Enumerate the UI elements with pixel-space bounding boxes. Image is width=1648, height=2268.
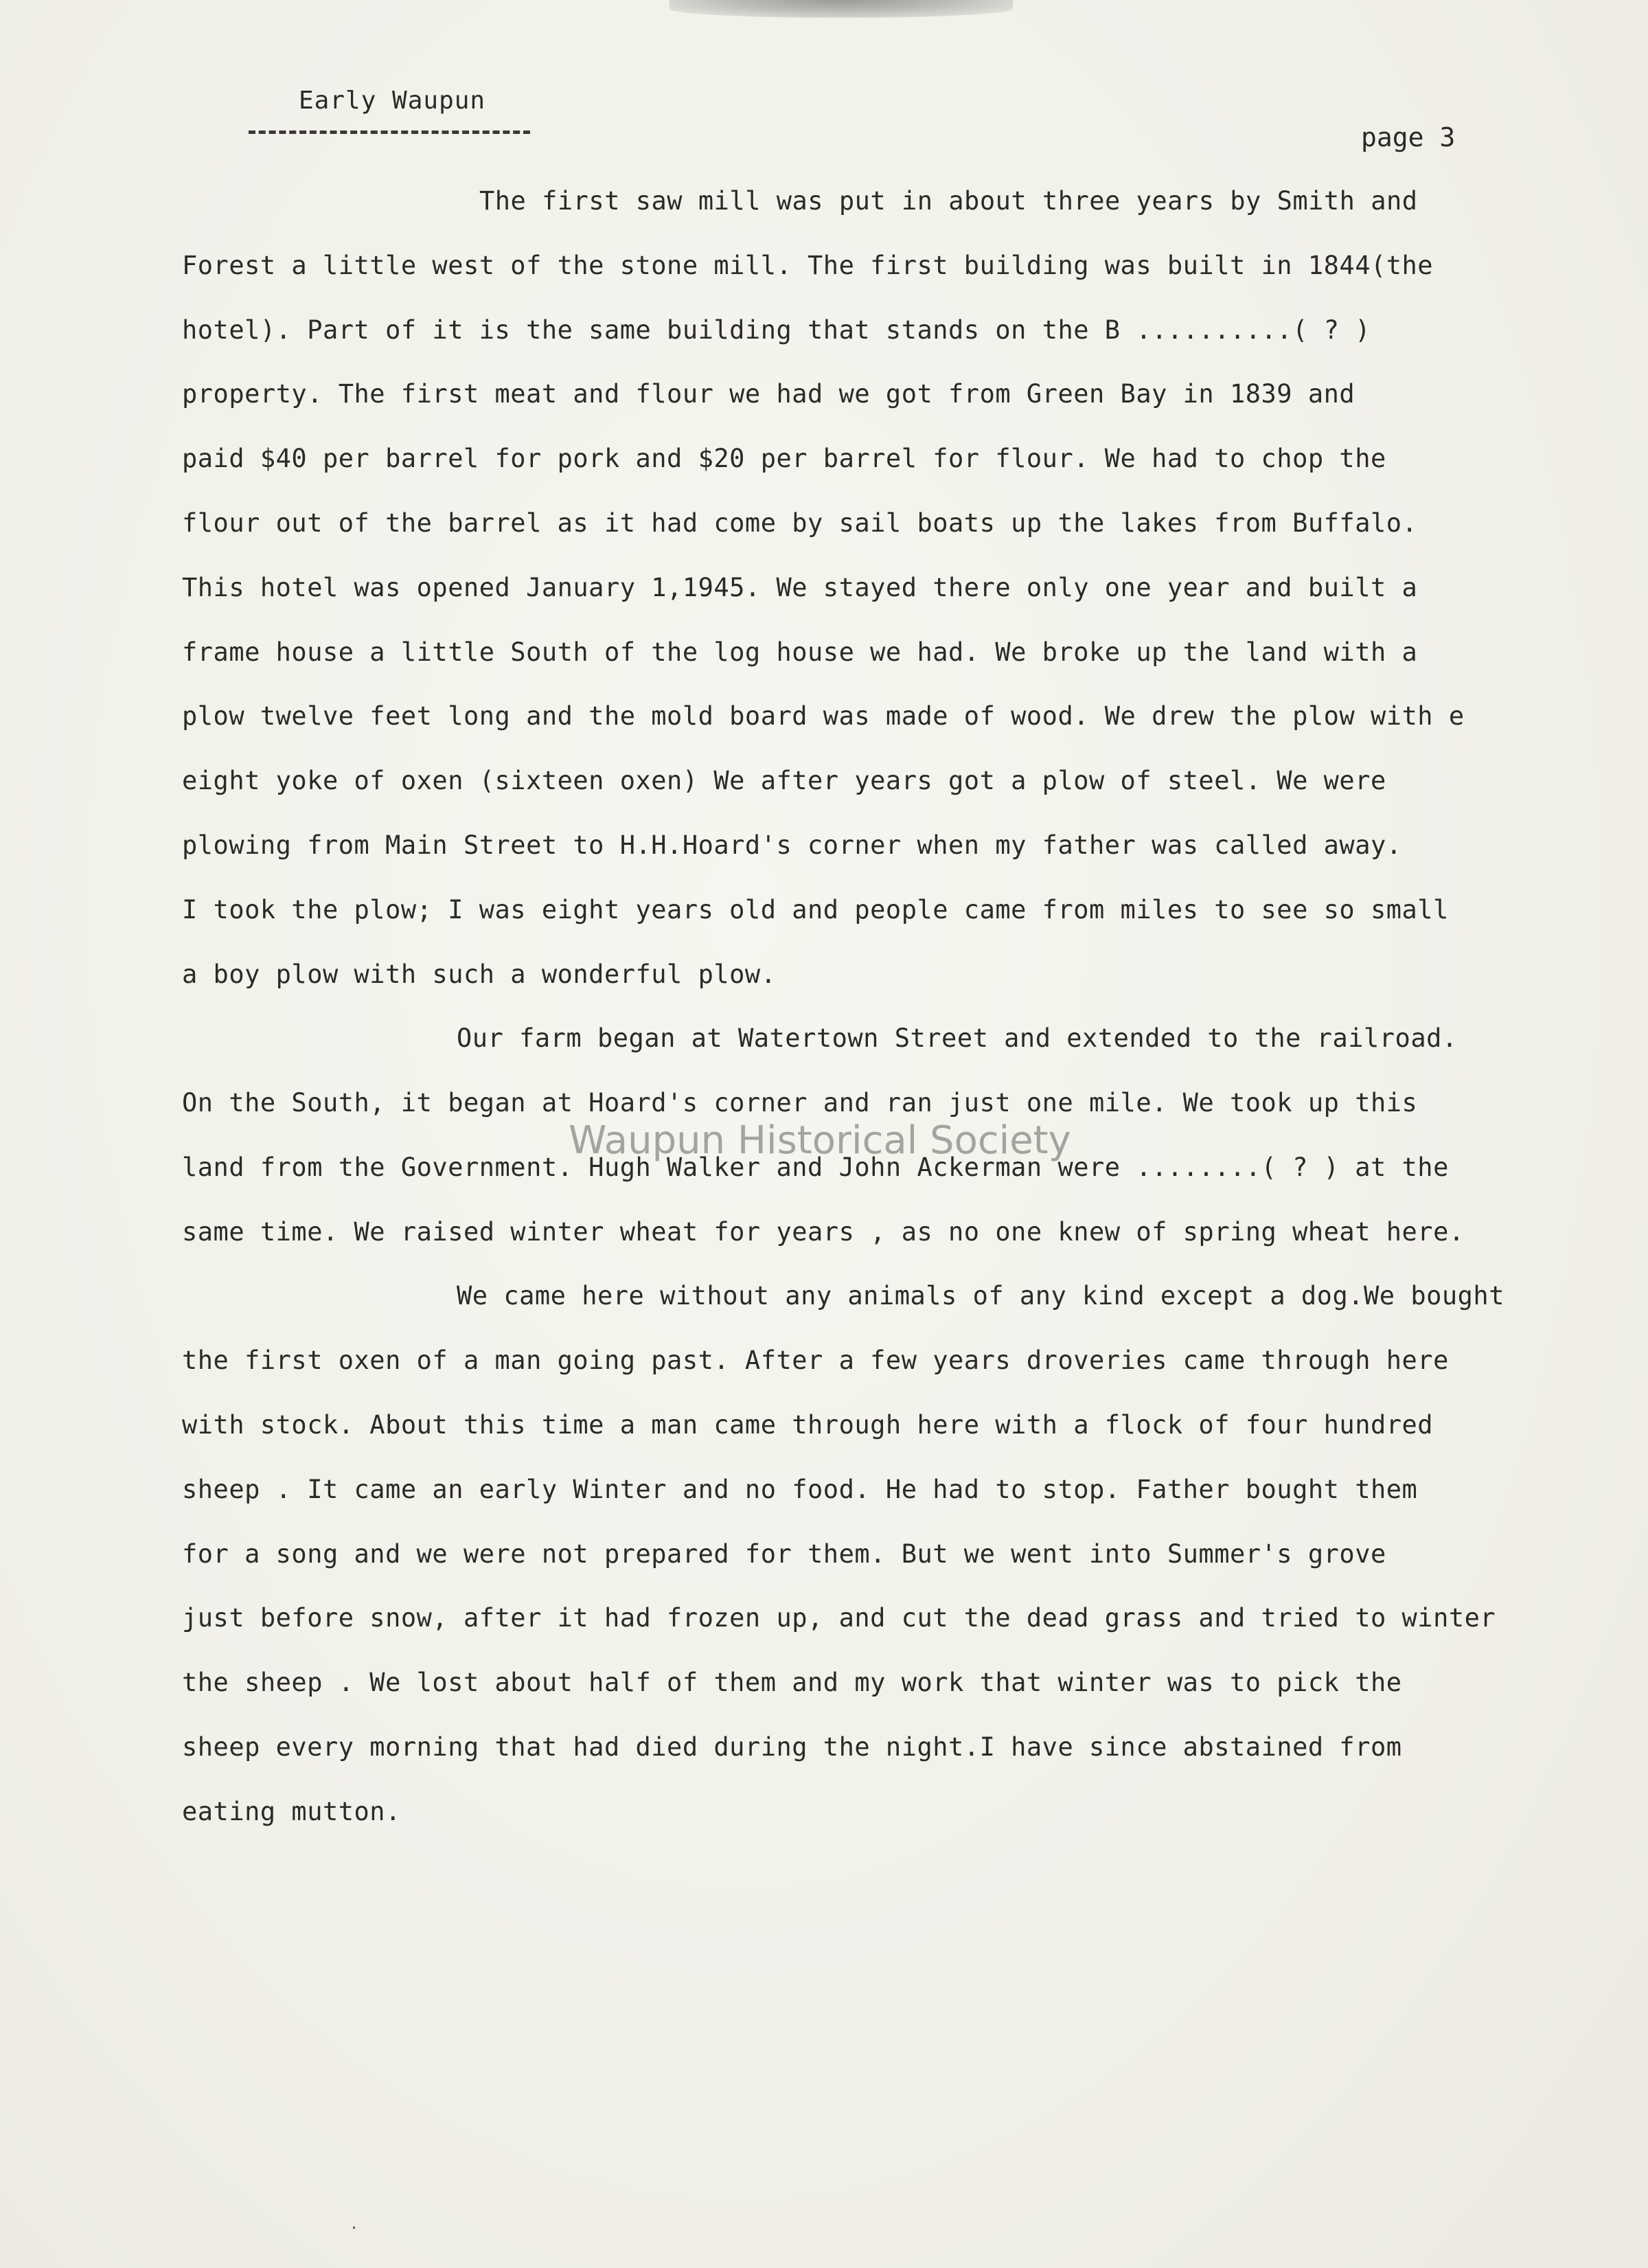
text-line: plow twelve feet long and the mold board was made of wood. We drew the plow with e bbox=[182, 701, 1465, 731]
watermark: Waupun Historical Society bbox=[569, 1118, 1071, 1163]
text-line: same time. We raised winter wheat for years , as no one knew of spring wheat here. bbox=[182, 1217, 1465, 1247]
text-line: land from the Government. Hugh Walker and John Ackerman were ........( ? ) at the bbox=[182, 1153, 1449, 1182]
document-title: Early Waupun bbox=[299, 87, 486, 115]
text-line: Forest a little west of the stone mill. The first building was built in 1844(the bbox=[182, 251, 1434, 280]
text-line: paid $40 per barrel for pork and $20 per barrel for flour. We had to chop the bbox=[182, 444, 1386, 473]
text-line: with stock. About this time a man came through here with a flock of four hundred bbox=[182, 1410, 1434, 1440]
text-line: sheep . It came an early Winter and no food. He had to stop. Father bought them bbox=[182, 1475, 1418, 1504]
text-line: eight yoke of oxen (sixteen oxen) We after years got a plow of steel. We were bbox=[182, 766, 1386, 795]
text-line: Our farm began at Watertown Street and extended to the railroad. bbox=[457, 1023, 1458, 1053]
ink-speck: · bbox=[350, 2220, 359, 2237]
text-line: This hotel was opened January 1,1945. We stayed there only one year and built a bbox=[182, 573, 1418, 602]
text-line: the sheep . We lost about half of them and my work that winter was to pick the bbox=[182, 1668, 1402, 1697]
text-line: property. The first meat and flour we had we got from Green Bay in 1839 and bbox=[182, 379, 1355, 409]
text-line: The first saw mill was put in about three years by Smith and bbox=[479, 186, 1418, 216]
text-line: On the South, it began at Hoard's corner and ran just one mile. We took up this bbox=[182, 1088, 1418, 1118]
text-line: hotel). Part of it is the same building that stands on the B ..........( ? ) bbox=[182, 315, 1371, 345]
text-line: flour out of the barrel as it had come by sail boats up the lakes from Buffalo. bbox=[182, 508, 1418, 538]
text-line: frame house a little South of the log house we had. We broke up the land with a bbox=[182, 637, 1418, 667]
text-line: plowing from Main Street to H.H.Hoard's corner when my father was called away. bbox=[182, 830, 1402, 860]
scan-shadow bbox=[670, 0, 1013, 18]
text-line: sheep every morning that had died during the night.I have since abstained from bbox=[182, 1732, 1402, 1762]
text-line: the first oxen of a man going past. After a few years droveries came through here bbox=[182, 1346, 1449, 1375]
text-line: eating mutton. bbox=[182, 1797, 401, 1826]
text-line: for a song and we were not prepared for them. But we went into Summer's grove bbox=[182, 1539, 1386, 1569]
text-line: just before snow, after it had frozen up, and cut the dead grass and tried to winter bbox=[182, 1603, 1496, 1633]
page-number: page 3 bbox=[1361, 122, 1456, 152]
text-line: We came here without any animals of any kind except a dog.We bought bbox=[457, 1281, 1504, 1311]
text-line: I took the plow; I was eight years old and people came from miles to see so small bbox=[182, 895, 1449, 925]
title-underline bbox=[249, 131, 530, 134]
text-line: a boy plow with such a wonderful plow. bbox=[182, 960, 777, 989]
